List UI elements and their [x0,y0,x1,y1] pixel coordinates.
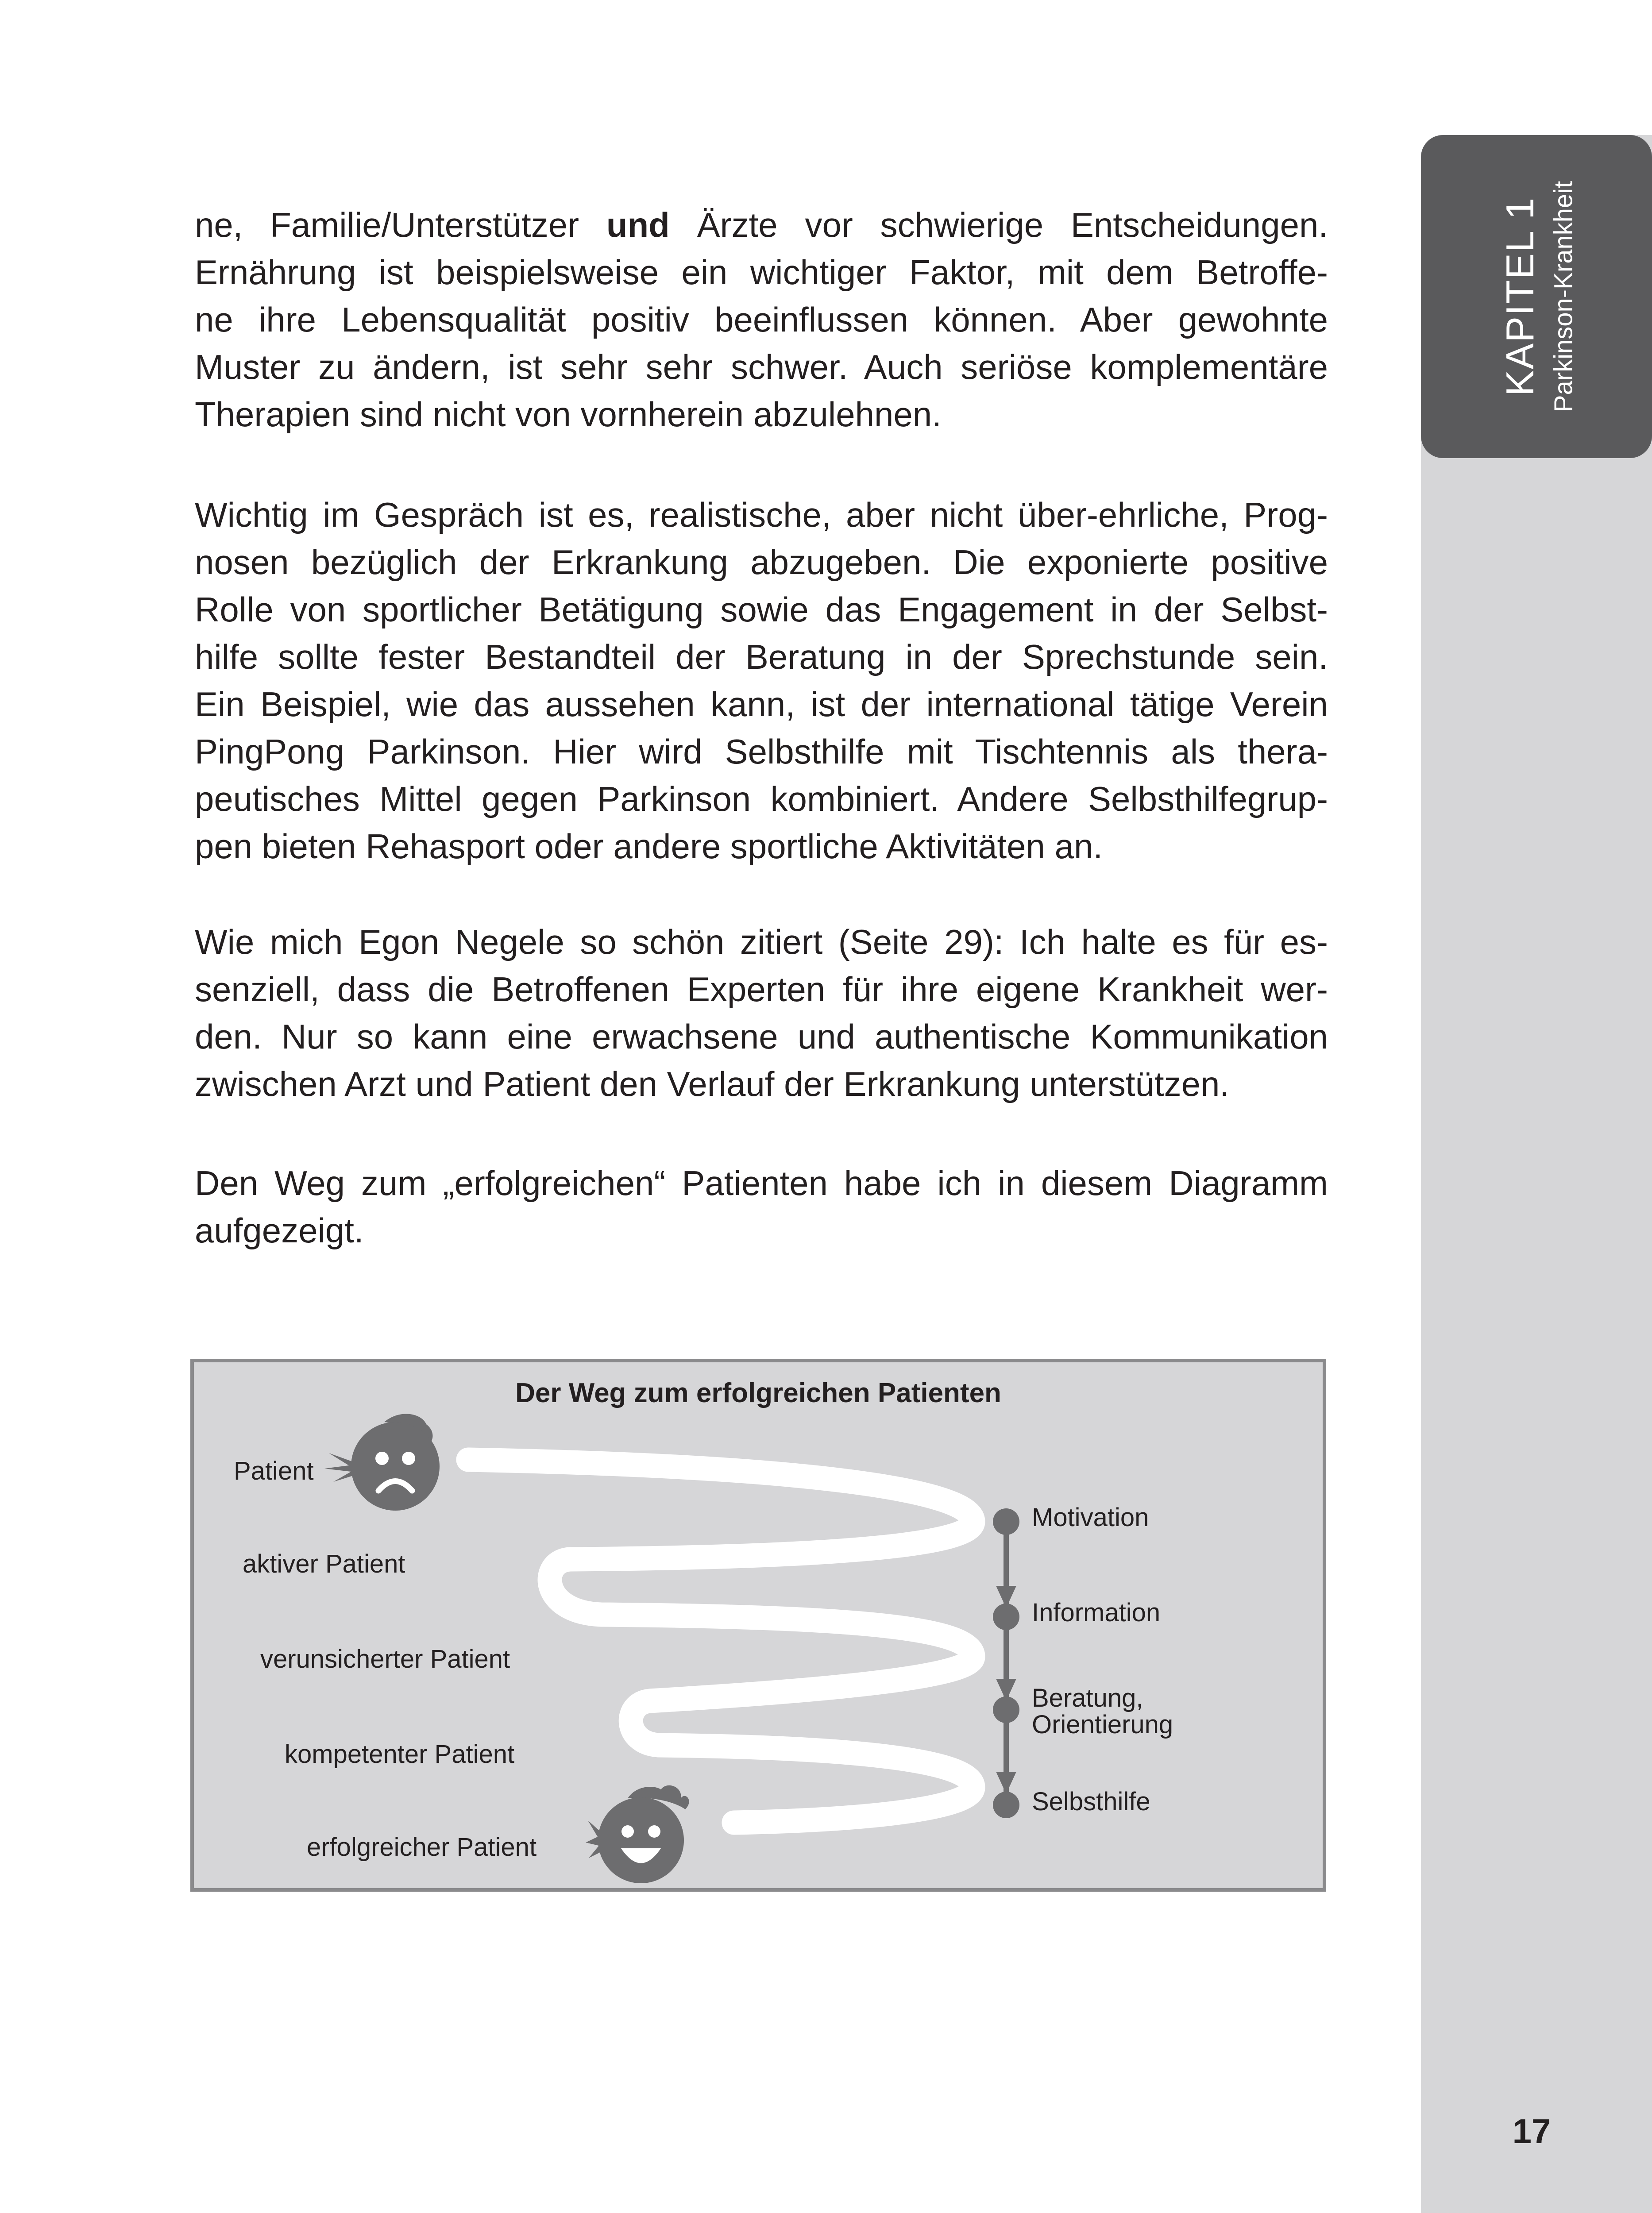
step-label-selbsthilfe: Selbsthilfe [1032,1787,1150,1816]
text-line: nosen bezüglich der Erkrankung abzugeben. Die exponierte positive [195,543,1328,582]
patient-path-diagram [190,1359,1326,1892]
chapter-subtitle: Parkinson-Krankheit [1549,181,1578,413]
text-line: aufgezeigt. [195,1211,364,1250]
text-line: ne ihre Lebensqualität positiv beeinflussen können. Aber gewohnte [195,300,1328,339]
paragraph-4 [195,1160,1328,1254]
text-line: hilfe sollte fester Bestandteil der Beratung in der Sprechstunde sein. [195,637,1328,676]
text-line: zwischen Arzt und Patient den Verlauf der Erkrankung unterstützen. [195,1064,1230,1103]
stage-label-competent: kompetenter Patient [285,1740,515,1769]
step-dot [993,1604,1019,1630]
arrow-down-icon [996,1772,1016,1794]
steps-timeline [993,1508,1019,1818]
paragraph-2 [195,491,1328,870]
happy-face-icon [586,1785,689,1883]
text-line: Wichtig im Gespräch ist es, realistische, aber nicht über-ehrliche, Prog- [195,495,1328,534]
paragraph-3 [195,918,1328,1108]
text-line: pen bieten Rehasport oder andere sportliche Aktivitäten an. [195,827,1103,866]
diagram-title: Der Weg zum erfolgreichen Patienten [515,1378,1001,1408]
text-line: den. Nur so kann eine erwachsene und authentische Kommunikation [195,1017,1328,1056]
step-label-information: Information [1032,1598,1161,1627]
text-line: peutisches Mittel gegen Parkinson kombiniert. Andere Selbsthilfegrup- [195,779,1328,818]
text-line: ne, Familie/Unterstützer und Ärzte vor schwierige Entscheidungen. [195,205,1328,244]
text-line: senziell, dass die Betroffenen Experten für ihre eigene Krankheit wer- [195,970,1328,1009]
chapter-title: KAPITEL 1 [1498,197,1542,397]
step-dot [993,1792,1019,1818]
step-label-beratung: Beratung, [1032,1684,1143,1712]
page-number: 17 [1512,2112,1551,2151]
text-line: Rolle von sportlicher Betätigung sowie das Engagement in der Selbst- [195,590,1328,629]
text-line: Ernährung ist beispielsweise ein wichtiger Faktor, mit dem Betroffe- [195,253,1328,292]
sad-face-icon [324,1414,440,1511]
text-line: Ein Beispiel, wie das aussehen kann, ist der international tätige Verein [195,685,1328,724]
stage-label-patient: Patient [234,1457,314,1485]
stage-label-successful: erfolgreicher Patient [307,1833,537,1862]
text-line: Muster zu ändern, ist sehr sehr schwer. Auch seriöse komplementäre [195,347,1328,386]
step-label-motivation: Motivation [1032,1503,1149,1532]
text-line: Den Weg zum „erfolgreichen“ Patienten habe ich in diesem Diagramm [195,1164,1328,1203]
step-dot [993,1508,1019,1535]
patient-path [468,1460,973,1823]
step-dot [993,1696,1019,1723]
stage-label-active: aktiver Patient [243,1550,405,1578]
text-line: PingPong Parkinson. Hier wird Selbsthilfe mit Tischtennis als thera- [195,732,1328,771]
stage-label-uncertain: verunsicherter Patient [260,1645,510,1673]
text-line: Therapien sind nicht von vornherein abzulehnen. [195,395,942,434]
text-line: Wie mich Egon Negele so schön zitiert (Seite 29): Ich halte es für es- [195,922,1328,961]
paragraph-1 [195,201,1328,438]
step-label-orientierung: Orientierung [1032,1710,1173,1739]
